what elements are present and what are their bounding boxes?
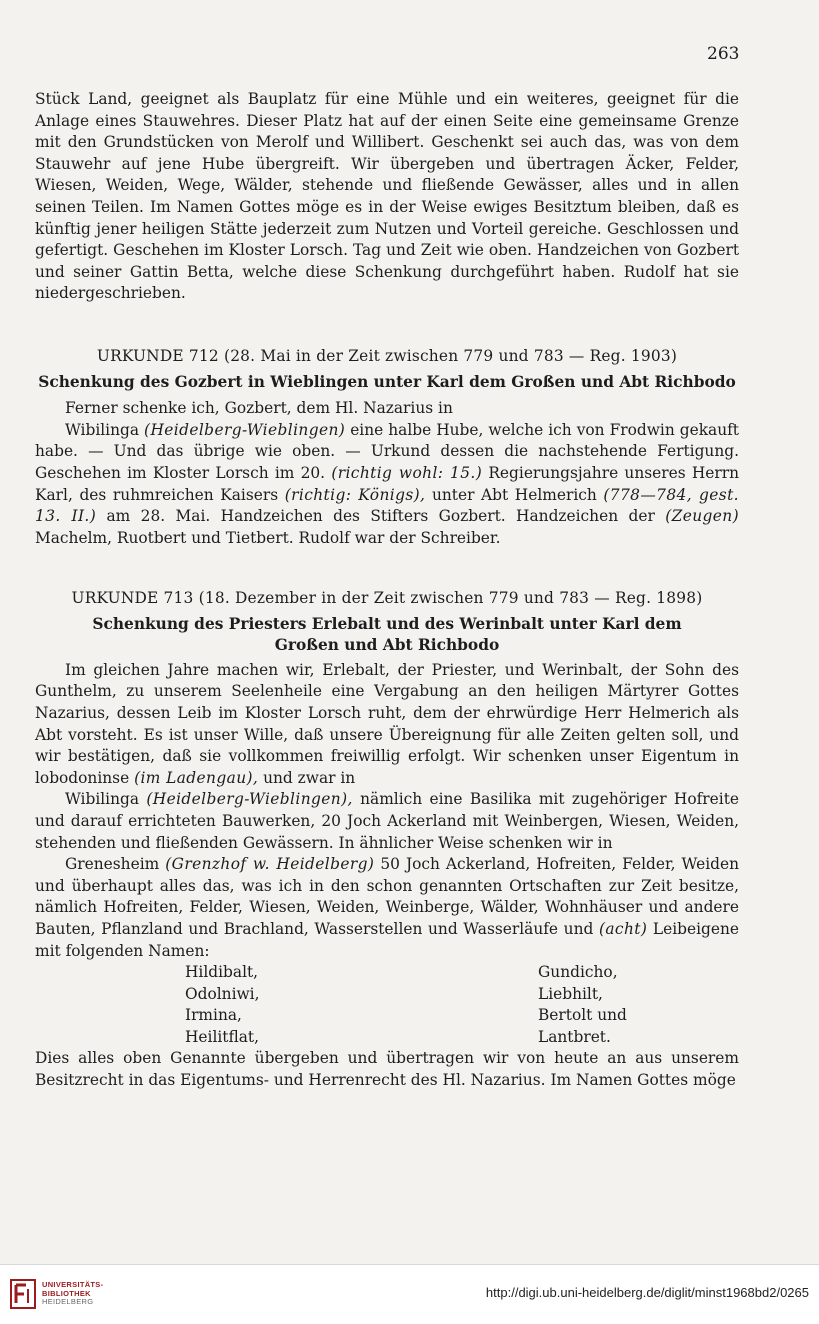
urkunde-712-title: Schenkung des Gozbert in Wieblingen unter Karl dem Großen und Abt Richbodo [38,372,736,391]
footer-bar [0,1264,819,1324]
list-item: Irmina, [185,1006,242,1025]
list-item: Gundicho, [538,963,618,982]
serf-names-right [538,962,627,1048]
urkunde-713-heading: URKUNDE 713 (18. Dezember in der Zeit zwischen 779 und 783 — Reg. 1898) [71,589,703,607]
urkunde-712-heading: URKUNDE 712 (28. Mai in der Zeit zwischen 779 und 783 — Reg. 1903) [96,347,678,365]
urkunde-712-section [35,346,739,549]
logo-line-3: HEIDELBERG [42,1297,94,1306]
page-number: 263 [707,44,740,64]
urkunde-713-paragraph-1: Im gleichen Jahre machen wir, Erlebalt, der Priester, und Werinbalt, der Sohn des Gunthelm, zu unserem Seelenheile eine Vergabung an den heiligen Märtyrer Gottes Nazarius, dessen Leib im Kloster Lorsch ruht, dem der ehrwürdige Herr Helmerich als Abt vorsteht. Es ist unser Wille, daß unsere Übereignung für alle Zeiten gelten soll, und wir bestätigen, daß sie vollkommen freiwillig erfolgt. Wir schenken unser Eigentum in lobodoninse (im Ladengau), und zwar in [35,660,739,787]
urkunde-712-line1: Ferner schenke ich, Gozbert, dem Hl. Nazarius in [65,399,453,418]
university-library-logo-icon [10,1279,36,1309]
logo-line-2: BIBLIOTHEK [42,1288,91,1298]
serf-names-left [185,962,259,1048]
serf-names-list [35,962,739,1048]
urkunde-713-paragraph-2: Wibilinga (Heidelberg-Wieblingen), nämlich eine Basilika mit zugehöriger Hofreite und darauf errichteten Bauwerken, 20 Joch Ackerland mit Weinbergen, Wiesen, Weiden, stehenden und fließenden Gewässern. In ähnlicher Weise schenken wir in [35,790,739,852]
urkunde-712-paragraph: Wibilinga (Heidelberg-Wieblingen) eine halbe Hube, welche ich von Frodwin gekauft habe. — Und das übrige wie oben. — Urkund dessen die nachstehende Fertigung. Geschehen im Kloster Lorsch im 20. (richtig wohl: 15.) Regierungsjahre unseres Herrn Karl, des ruhmreichen Kaisers (richtig: Königs), unter Abt Helmerich (778—784, gest. 13. II.) am 28. Mai. Handzeichen des Stifters Gozbert. Handzeichen der (Zeugen) Machelm, Ruotbert und Tietbert. Rudolf war der Schreiber. [35,420,739,547]
list-item: Hildibalt, [185,963,259,982]
list-item: Odolniwi, [185,984,260,1003]
library-logo-text [42,1281,103,1307]
urkunde-713-paragraph-3: Grenesheim (Grenzhof w. Heidelberg) 50 Joch Ackerland, Hofreiten, Felder, Weiden und überhaupt alles das, was ich in den schon genannten Ortschaften zur Zeit besitze, nämlich Hofreiten, Felder, Wiesen, Weiden, Weinberge, Wälder, Wohnhäuser und andere Bauten, Pflanzland und Brachland, Wasserstellen und Wasserläufe und (acht) Leibeigene mit folgenden Namen: [35,855,740,960]
urkunde-713-title-line2: Großen und Abt Richbodo [274,636,500,655]
list-item: Heilitflat, [185,1027,259,1046]
intro-paragraph: Stück Land, geeignet als Bauplatz für eine Mühle und ein weiteres, geeignet für die Anlage eines Stauwehres. Dieser Platz hat auf der einen Seite eine gemeinsame Grenze mit den Grundstücken von Merolf und Willibert. Geschenkt sei auch das, was von dem Stauwehr auf jene Hube übergreift. Wir übergeben und übertragen Äcker, Felder, Wiesen, Weiden, Wege, Wälder, stehende und fließende Gewässer, alles und in allen seinen Teilen. Im Namen Gottes möge es in der Weise ewiges Besitztum bleiben, daß es künftig jener heiligen Stätte jederzeit zum Nutzen und Vorteil gereiche. Geschlossen und gefertigt. Geschehen im Kloster Lorsch. Tag und Zeit wie oben. Handzeichen von Gozbert und seiner Gattin Betta, welche diese Schenkung durchgeführt haben. Rudolf hat sie niedergeschrieben. [35,90,739,303]
source-url-link[interactable]: http://digi.ub.uni-heidelberg.de/diglit/minst1968bd2/0265 [485,1285,809,1300]
urkunde-713-closing: Dies alles oben Genannte übergeben und übertragen wir von heute an aus unserem Besitzrecht in das Eigentums- und Herrenrecht des Hl. Nazarius. Im Namen Gottes möge [35,1049,739,1089]
list-item: Bertolt und [538,1006,627,1025]
intro-paragraph-block [35,89,739,305]
list-item: Lantbret. [538,1027,611,1046]
urkunde-713-section [35,588,739,1091]
list-item: Liebhilt, [538,984,603,1003]
urkunde-713-title-line1: Schenkung des Priesters Erlebalt und des Werinbalt unter Karl dem [92,614,682,633]
logo-line-1: UNIVERSITÄTS- [42,1280,104,1289]
